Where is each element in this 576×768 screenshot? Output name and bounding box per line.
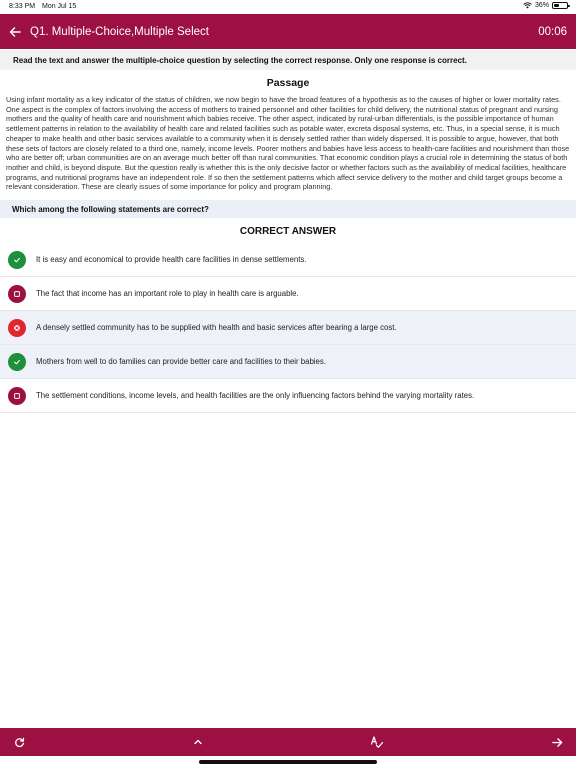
- option-3[interactable]: [0, 311, 576, 345]
- spellcheck-icon: [370, 735, 384, 749]
- option-badge-neutral: [8, 285, 26, 303]
- status-right: [523, 2, 568, 9]
- option-badge-correct: [8, 353, 26, 371]
- check-icon: [13, 358, 21, 366]
- option-5[interactable]: [0, 379, 576, 413]
- square-icon: [13, 290, 21, 298]
- instruction-text: Read the text and answer the multiple-choice question by selecting the correct response. Only one response is correct.: [0, 50, 576, 70]
- battery-percent: 36%: [534, 2, 549, 9]
- home-indicator[interactable]: [199, 760, 377, 764]
- chevron-up-icon: [193, 737, 203, 747]
- passage-title: Passage: [266, 77, 310, 89]
- square-icon: [13, 392, 21, 400]
- answer-options: [0, 243, 576, 413]
- x-circle-icon: [13, 324, 21, 332]
- check-icon: [13, 256, 21, 264]
- option-text: A densely settled community has to be supplied with health and basic services after bearing a large cost.: [36, 323, 397, 332]
- option-2[interactable]: [0, 277, 576, 311]
- question-timer: 00:06: [538, 25, 567, 38]
- question-text: Which among the following statements are correct?: [0, 200, 576, 218]
- option-badge-neutral: [8, 387, 26, 405]
- correct-answer-heading: CORRECT ANSWER: [0, 220, 576, 242]
- refresh-icon: [14, 737, 25, 748]
- status-bar: [0, 0, 576, 14]
- option-text: It is easy and economical to provide health care facilities in dense settlements.: [36, 255, 307, 264]
- option-1[interactable]: [0, 243, 576, 277]
- option-badge-wrong: [8, 319, 26, 337]
- battery-icon: [552, 2, 568, 9]
- page-title: Q1. Multiple-Choice,Multiple Select: [30, 25, 209, 38]
- passage-text: Using infant mortality as a key indicator of the status of children, we now begin to have the broad features of a hypothesis as to the causes of higher or lower mortality rates. One aspect is the complex of factors involving the access of mothers to trained personnel and other facilities for child delivery, the nutritional status of pregnant and nursing mothers and the quality of health care and nourishment which babies receive. The other aspect, indicated by rural-urban differentials, is the possible importance of human settlement patterns in relation to the availability of health care and related facilities such as potable water, excreta disposal systems, etc. Thus, in a special sense, it is much cheaper to make health and other basic services available to a community when it is densely settled rather than widely dispersed. It is possible to argue, however, that both these sets of factors are closely related to a third one, namely, income levels. Poorer mothers and babies have less access to health-care facilities and nourishment than those who are better off; urban communities are on an average much better off than rural communities. That economic condition plays a crucial role in determining the status of both mother and child, is beyond dispute. But the question really is whether this is the only decisive factor or whether factors such as the availability of medical facilities, healthcare programs, and nutritional programs have an independent role. If so then the settlement patterns which affect service delivery to the mother and child target groups become a relevant consideration. These are clearly issues of some importance for policy and program planning.: [6, 95, 570, 192]
- option-4[interactable]: [0, 345, 576, 379]
- refresh-button[interactable]: [12, 735, 26, 749]
- app-header: [0, 14, 576, 49]
- collapse-button[interactable]: [191, 735, 205, 749]
- next-button[interactable]: [550, 735, 564, 749]
- option-text: The settlement conditions, income levels, and health facilities are the only influencing factors behind the varying mortality rates.: [36, 391, 475, 400]
- status-time: 8:33 PM: [9, 3, 36, 10]
- bottom-toolbar: [0, 728, 576, 756]
- arrow-left-icon: [9, 26, 21, 38]
- wifi-icon: [523, 2, 532, 9]
- option-badge-correct: [8, 251, 26, 269]
- arrow-right-icon: [552, 737, 563, 748]
- status-date: Mon Jul 15: [42, 3, 77, 10]
- option-text: The fact that income has an important role to play in health care is arguable.: [36, 289, 299, 298]
- home-indicator-area: [0, 756, 576, 768]
- spellcheck-button[interactable]: [370, 735, 384, 749]
- back-button[interactable]: [2, 26, 28, 38]
- option-text: Mothers from well to do families can provide better care and facilities to their babies.: [36, 357, 326, 366]
